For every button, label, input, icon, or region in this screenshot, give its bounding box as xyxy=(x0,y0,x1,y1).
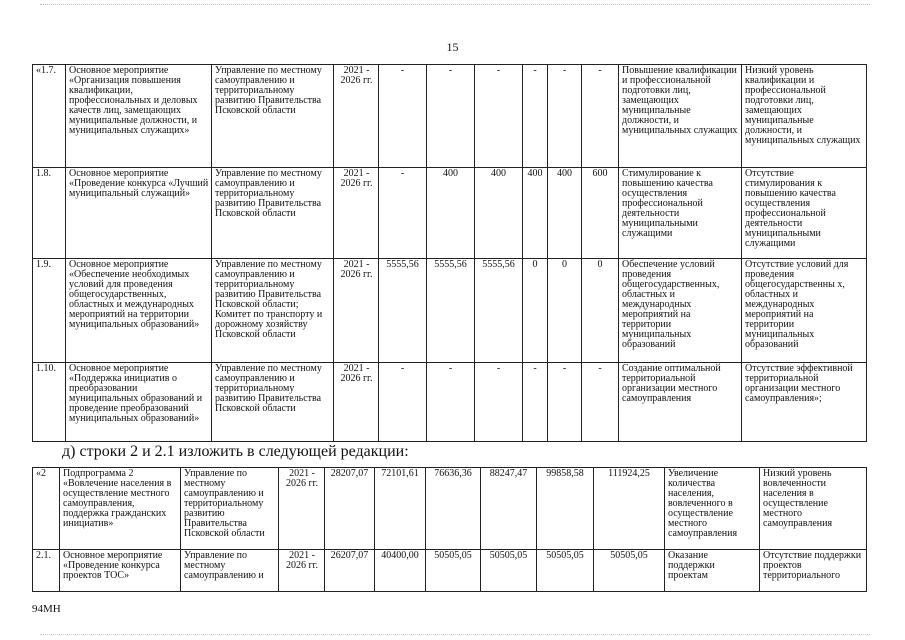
row-number: «2 xyxy=(33,468,60,550)
row-number: 1.10. xyxy=(33,363,66,442)
expected-result: Повышение квалификации и профессиональной подготовки лиц, замещающих муниципальные должности, и муниципальных служащих xyxy=(619,65,742,168)
period: 2021 - 2026 гг. xyxy=(334,259,379,363)
period: 2021 - 2026 гг. xyxy=(279,468,325,550)
measure-name: Основное мероприятие «Организация повышения квалификации, профессиональных и деловых качеств лиц, замещающих муниципальные должности, и муниципальных служащих» xyxy=(66,65,212,168)
expected-result: Увеличение количества населения, вовлеченного в осуществление местного самоуправления xyxy=(665,468,760,550)
expected-result: Оказание поддержки проектам xyxy=(665,550,760,592)
value-cell: - xyxy=(379,363,427,442)
executor: Управление по местному самоуправлению и xyxy=(181,550,279,592)
measure-name: Основное мероприятие «Поддержка инициатив о преобразовании муниципальных образований и проведение преобразований муниципальных образований» xyxy=(66,363,212,442)
footer-code: 94МН xyxy=(32,603,61,615)
executor-secondary: Комитет по транспорту и дорожному хозяйству Псковской области xyxy=(215,309,323,340)
table-row xyxy=(33,65,867,168)
consequence: Отсутствие поддержки проектов территориального xyxy=(760,550,867,592)
period: 2021 - 2026 гг. xyxy=(334,65,379,168)
value-cell: 400 xyxy=(523,168,548,259)
period: 2021 - 2026 гг. xyxy=(334,168,379,259)
consequence: Отсутствие условий для проведения общегосударственны х, областных и международных мероприятий на территории муниципальных образований xyxy=(742,259,867,363)
executor: Управление по местному самоуправлению и территориальному развитию Правительства Псковской области xyxy=(212,363,334,442)
value-cell: - xyxy=(548,65,582,168)
consequence: Низкий уровень квалификации и профессиональной подготовки лиц, замещающих муниципальные должности, и муниципальных служащих xyxy=(742,65,867,168)
value-cell: 0 xyxy=(523,259,548,363)
measure-name: Подпрограмма 2 «Вовлечение населения в осуществление местного самоуправления, поддержка гражданских инициатив» xyxy=(60,468,181,550)
value-cell: 28207,07 xyxy=(325,468,375,550)
value-cell: - xyxy=(475,363,523,442)
value-cell: 99858,58 xyxy=(537,468,594,550)
value-cell: 50505,05 xyxy=(537,550,594,592)
value-cell: - xyxy=(379,168,427,259)
table-row xyxy=(33,363,867,442)
measures-table xyxy=(32,64,867,442)
consequence: Отсутствие стимулирования к повышению качества осуществления профессиональной деятельности муниципальными служащими xyxy=(742,168,867,259)
value-cell: 0 xyxy=(548,259,582,363)
period: 2021 - 2026 гг. xyxy=(334,363,379,442)
row-number: «1.7. xyxy=(33,65,66,168)
executor: Управление по местному самоуправлению и территориальному развитию Правительства Псковской области xyxy=(181,468,279,550)
page-number: 15 xyxy=(446,40,459,54)
value-cell: 76636,36 xyxy=(426,468,481,550)
table-row xyxy=(33,550,867,592)
value-cell: 600 xyxy=(582,168,619,259)
value-cell: - xyxy=(582,65,619,168)
value-cell: 26207,07 xyxy=(325,550,375,592)
row-number: 1.8. xyxy=(33,168,66,259)
value-cell: 400 xyxy=(475,168,523,259)
measure-name: Основное мероприятие «Проведение конкурса «Лучший муниципальный служащий» xyxy=(66,168,212,259)
value-cell: - xyxy=(523,65,548,168)
table-row xyxy=(33,259,867,363)
executor: Управление по местному самоуправлению и территориальному развитию Правительства Псковской области xyxy=(212,65,334,168)
executor: Управление по местному самоуправлению и территориальному развитию Правительства Псковской области xyxy=(212,168,334,259)
table-row xyxy=(33,168,867,259)
expected-result: Стимулирование к повышению качества осуществления профессиональной деятельности муниципальными служащими xyxy=(619,168,742,259)
measure-name: Основное мероприятие «Обеспечение необходимых условий для проведения общегосударственных, областных и международных мероприятий на территории муниципальных образований» xyxy=(66,259,212,363)
value-cell: 50505,05 xyxy=(594,550,665,592)
value-cell: - xyxy=(523,363,548,442)
value-cell: 111924,25 xyxy=(594,468,665,550)
value-cell: - xyxy=(548,363,582,442)
executor xyxy=(212,259,334,363)
value-cell: - xyxy=(379,65,427,168)
value-cell: 5555,56 xyxy=(475,259,523,363)
value-cell: 400 xyxy=(427,168,475,259)
consequence: Отсутствие эффективной территориальной организации местного самоуправления»; xyxy=(742,363,867,442)
scan-edge-top xyxy=(40,4,870,5)
value-cell: 0 xyxy=(582,259,619,363)
value-cell: 88247,47 xyxy=(481,468,537,550)
table-row xyxy=(33,468,867,550)
value-cell: 5555,56 xyxy=(379,259,427,363)
value-cell: 40400,00 xyxy=(375,550,426,592)
row-number: 1.9. xyxy=(33,259,66,363)
consequence: Низкий уровень вовлеченности населения в осуществление местного самоуправления xyxy=(760,468,867,550)
value-cell: - xyxy=(427,363,475,442)
subprogram-table xyxy=(32,467,867,592)
executor-primary: Управление по местному самоуправлению и территориальному развитию Правительства Псковской области; xyxy=(215,259,322,310)
row-number: 2.1. xyxy=(33,550,60,592)
period: 2021 - 2026 гг. xyxy=(279,550,325,592)
value-cell: 50505,05 xyxy=(481,550,537,592)
expected-result: Создание оптимальной территориальной организации местного самоуправления xyxy=(619,363,742,442)
scan-edge-bottom xyxy=(40,634,870,635)
value-cell: 400 xyxy=(548,168,582,259)
value-cell: 50505,05 xyxy=(426,550,481,592)
value-cell: - xyxy=(475,65,523,168)
value-cell: - xyxy=(582,363,619,442)
measure-name: Основное мероприятие «Проведение конкурса проектов ТОС» xyxy=(60,550,181,592)
value-cell: - xyxy=(427,65,475,168)
value-cell: 72101,61 xyxy=(375,468,426,550)
value-cell: 5555,56 xyxy=(427,259,475,363)
expected-result: Обеспечение условий проведения общегосударственных, областных и международных мероприятий на территории муниципальных образований xyxy=(619,259,742,363)
redaction-instruction: д) строки 2 и 2.1 изложить в следующей редакции: xyxy=(62,443,409,460)
